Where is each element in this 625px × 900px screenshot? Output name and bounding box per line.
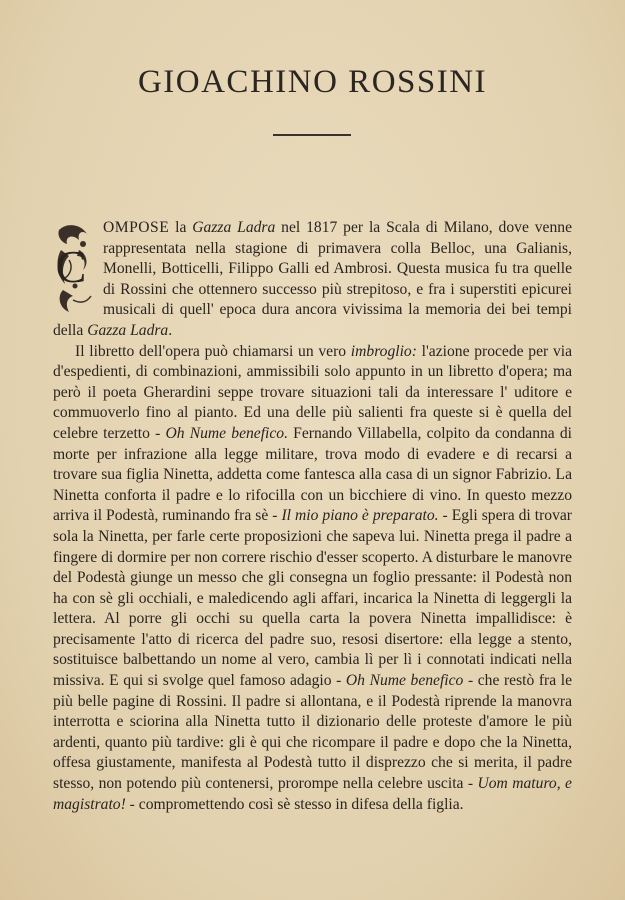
p1-italic-title-2: Gazza Ladra — [87, 321, 169, 339]
dropcap-letter: C — [55, 241, 87, 292]
ornamental-dropcap — [53, 220, 97, 316]
article-body — [53, 218, 572, 815]
p2-text-e: Fernando Villabella, colpito da condanna di morte per infrazione alla legge militare, trova modo di evadere e di recarsi a trovare sua figlia Ninetta, addetta come fantesca alla casa di un signor Fabrizio. La Ninetta conforta il padre e lo rifocilla con un bicchiere di vino. In questo mezzo arriva il Podestà, ruminando fra sè - — [53, 424, 573, 525]
p2-text-k: - compromettendo così sè stesso in difesa della figlia. — [125, 795, 464, 813]
opening-word: OMPOSE — [103, 219, 170, 236]
p1-text-a: la — [169, 219, 193, 236]
p2-text-i: - che restò fra le più belle pagine di Rossini. Il padre si allontana, e il Podestà riprende la manovra interrotta e sciorina alla Ninetta tutto il dizionario delle proteste d'amore le più ardenti, quanto più tardive: gli è qui che ricompare il padre e dopo che la Ninetta, offesa giustamente, manifesta al Podestà tutto il disprezzo che si merita, il padre stesso, non potendo più contenersi, prorompe nella celebre uscita - — [53, 672, 572, 793]
p2-italic-quote-1: Oh Nume benefico. — [165, 424, 288, 442]
p2-italic-imbroglio: imbroglio: — [350, 342, 417, 360]
p1-text-c: nel 1817 per la Scala di Milano, dove venne rappresentata nella stagione di primavera colla Belloc, una Galianis, Monelli, Botticelli, Filippo Galli ed Ambrosi. Questa musica fu tra quelle di Rossini che ottennero successo più strepitoso, e fra i superstiti epicurei musicali di quell' epoca dura ancora vivissima la memoria dei bei tempi della — [53, 219, 572, 339]
p2-text-a: Il libretto dell'opera può chiamarsi un vero — [75, 342, 351, 360]
p1-text-e: . — [168, 321, 173, 339]
p2-text-c: l'azione procede per via d'espedienti, di combinazioni, ammissibili solo appunto in un libretto d'opera; ma però il poeta Gherardini seppe trovare situazioni tali da interessare l' uditore e commuoverlo fino al pianto. Ed una delle più salienti fra queste si è quella del celebre terzetto - — [53, 342, 572, 442]
p2-italic-quote-2: Il mio piano è preparato. — [281, 507, 439, 525]
p2-text-g: - Egli spera di trovar sola la Ninetta, per farle certe proposizioni che sapeva lui. Ninetta prega il padre a fingere di dormire per non correre rischio d'esser scoperto. A disturbare le manovre del Podestà giunge un messo che gli consegna un foglio pressante: il Podestà non ha con sè gli occhiali, e maledicendo agli affari, incarica la Ninetta di leggergli la lettera. Al porre gli occhi su quella carta la povera Ninetta impallidisce: è precisamente l'atto di ricerca del padre suo, resosi disertore: ella legge a stento, sostituisce balbettando un nome al vero, cambia lì per lì i connotati indicati nella missiva. E qui si svolge quel famoso adagio - — [53, 507, 572, 690]
p2-italic-quote-3: Oh Nume benefico — [345, 672, 464, 690]
dropcap-ornament-icon — [53, 220, 97, 316]
p1-italic-title: Gazza Ladra — [192, 219, 276, 236]
paragraph-1 — [53, 218, 572, 342]
p2-italic-quote-4: Uom maturo, e magistrato! — [53, 775, 572, 813]
title-divider — [273, 134, 351, 136]
paragraph-2 — [53, 342, 572, 816]
chapter-title: GIOACHINO ROSSINI — [137, 64, 488, 101]
